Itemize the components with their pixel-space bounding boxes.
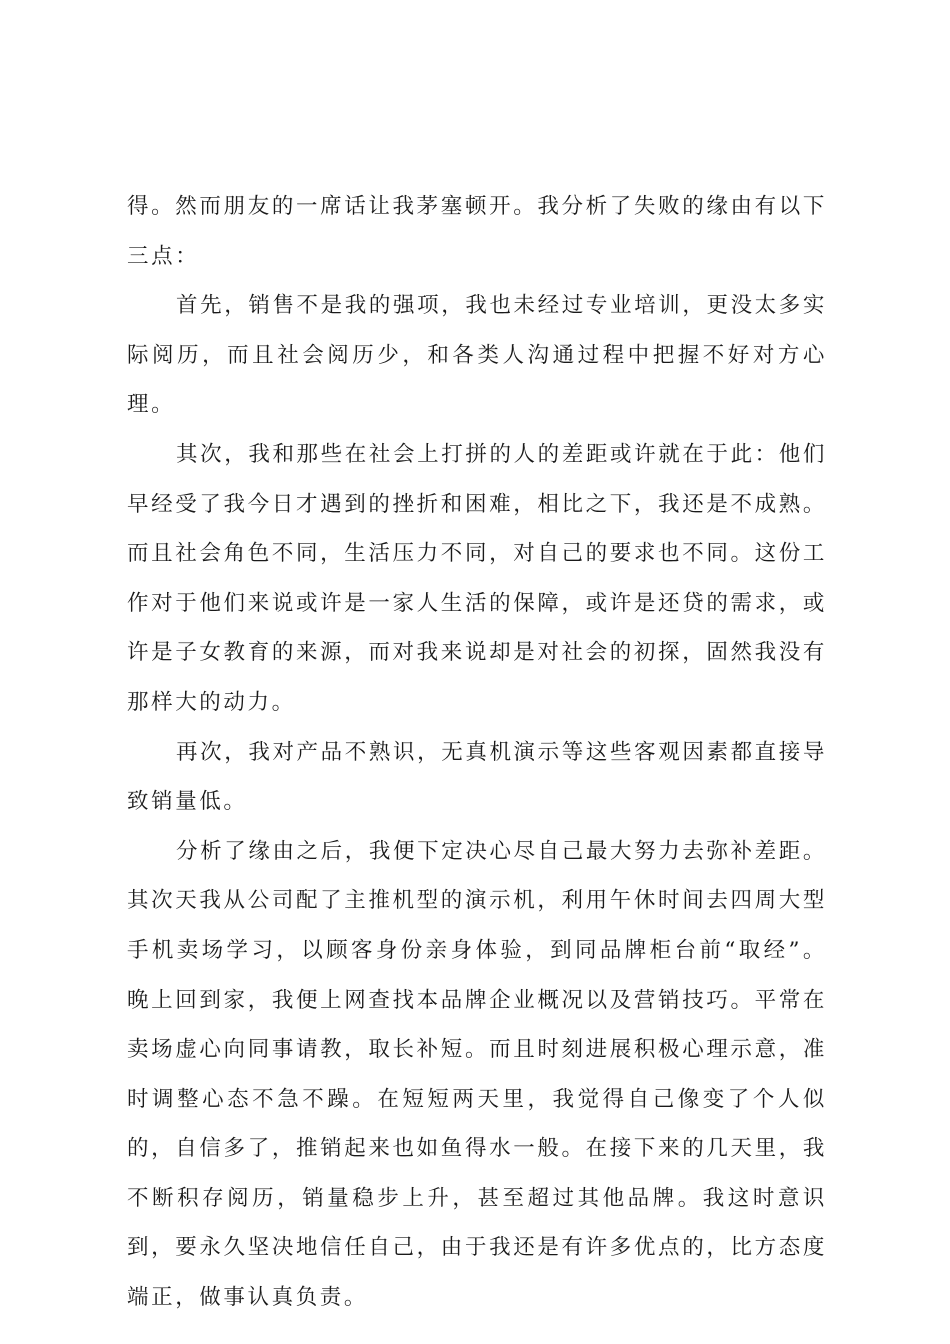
document-body xyxy=(127,182,827,1323)
paragraph-first-reason: 首先，销售不是我的强项，我也未经过专业培训，更没太多实际阅历，而且社会阅历少，和各类人沟通过程中把握不好对方心理。 xyxy=(127,293,827,418)
paragraph-improvement: 分析了缘由之后，我便下定决心尽自己最大努力去弥补差距。其次天我从公司配了主推机型的演示机，利用午休时间去四周大型手机卖场学习，以顾客身份亲身体验，到同品牌柜台前“取经”。晚上回到家，我便上网查找本品牌企业概况以及营销技巧。平常在卖场虚心向同事请教，取长补短。而且时刻进展积极心理示意，准时调整心态不急不躁。在短短两天里，我觉得自己像变了个人似的，自信多了，推销起来也如鱼得水一般。在接下来的几天里，我不断积存阅历，销量稳步上升，甚至超过其他品牌。我这时意识到，要永久坚决地信任自己，由于我还是有许多优点的，比方态度端正，做事认真负责。 xyxy=(127,838,827,1311)
paragraph-continuation: 得。然而朋友的一席话让我茅塞顿开。我分析了失败的缘由有以下三点： xyxy=(127,194,827,269)
paragraph-second-reason: 其次，我和那些在社会上打拼的人的差距或许就在于此：他们早经受了我今日才遇到的挫折和困难，相比之下，我还是不成熟。而且社会角色不同，生活压力不同，对自己的要求也不同。这份工作对于他们来说或许是一家人生活的保障，或许是还贷的需求，或许是子女教育的来源，而对我来说却是对社会的初探，固然我没有那样大的动力。 xyxy=(127,441,827,715)
paragraph-third-reason: 再次，我对产品不熟识，无真机演示等这些客观因素都直接导致销量低。 xyxy=(127,739,827,815)
